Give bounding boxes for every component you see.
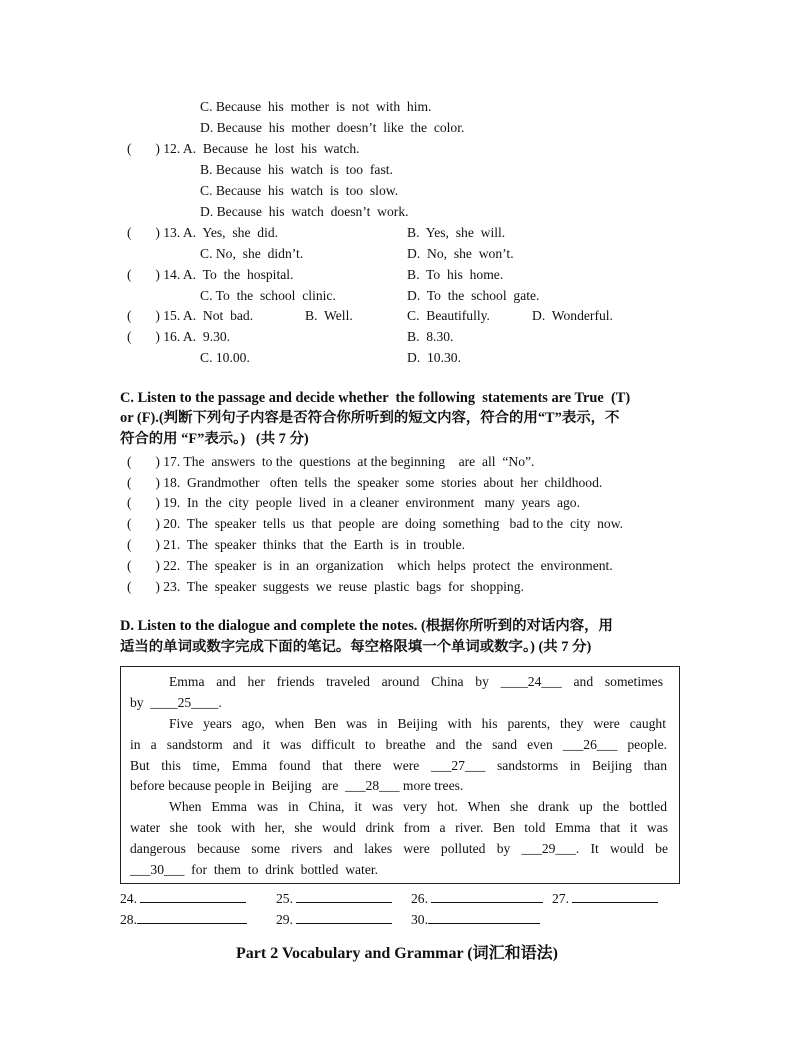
statement-20: ( ) 20. The speaker tells us that people are doing something bad to the city now. (127, 516, 624, 531)
q14-option-d: D. To the school gate. (407, 288, 540, 303)
q11-option-c: C. Because his mother is not with him. (200, 99, 432, 114)
q12-option-d: D. Because his watch doesn’t work. (200, 204, 409, 219)
partC-heading-line1: C. Listen to the passage and decide whether the following statements are True (T) (120, 390, 631, 406)
q14-option-b: B. To his home. (407, 267, 504, 282)
notes-line-5: But this time, Emma found that there were ___27___ sandstorms in Beijing than (130, 758, 667, 773)
statement-22: ( ) 22. The speaker is in an organization which helps protect the environment. (127, 558, 613, 573)
q14-option-a: ( ) 14. A. To the hospital. (127, 267, 294, 282)
answer-30[interactable] (411, 910, 540, 928)
notes-line-3: Five years ago, when Ben was in Beijing with his parents, they were caught (169, 716, 666, 731)
answer-blank[interactable] (140, 889, 246, 903)
statement-23: ( ) 23. The speaker suggests we reuse plastic bags for shopping. (127, 579, 524, 594)
statement-21: ( ) 21. The speaker thinks that the Earth is in trouble. (127, 537, 466, 552)
answer-27[interactable] (552, 889, 658, 907)
statement-18: ( ) 18. Grandmother often tells the speaker some stories about her childhood. (127, 475, 603, 490)
notes-line-2: by ____25____. (130, 695, 222, 710)
q16-option-d: D. 10.30. (407, 350, 461, 365)
partC-heading-line3: 符合的用 “F”表示。) (共 7 分) (120, 431, 309, 447)
answer-label: 27. (552, 891, 569, 906)
q16-option-b: B. 8.30. (407, 329, 454, 344)
q13-option-c: C. No, she didn’t. (200, 246, 304, 261)
answer-blank[interactable] (431, 889, 543, 903)
answer-blank[interactable] (137, 910, 247, 924)
q13-option-a: ( ) 13. A. Yes, she did. (127, 225, 279, 240)
q15-option-b: B. Well. (305, 308, 353, 323)
answer-label: 30. (411, 912, 428, 927)
answer-label: 24. (120, 891, 137, 906)
notes-line-4: in a sandstorm and it was difficult to breathe and the sand even ___26___ people. (130, 737, 667, 752)
q16-option-c: C. 10.00. (200, 350, 250, 365)
q15-option-a: ( ) 15. A. Not bad. (127, 308, 254, 323)
answer-25[interactable] (276, 889, 392, 907)
answer-28[interactable] (120, 910, 247, 928)
q15-option-d: D. Wonderful. (532, 308, 613, 323)
answer-blank[interactable] (428, 910, 540, 924)
notes-line-1: Emma and her friends traveled around China by ____24___ and sometimes (169, 674, 663, 689)
statement-17: ( ) 17. The answers to the questions at the beginning are all “No”. (127, 454, 535, 469)
partD-heading-line2: 适当的单词或数字完成下面的笔记。每空格限填一个单词或数字。) (共 7 分) (120, 639, 592, 655)
answer-26[interactable] (411, 889, 543, 907)
answer-label: 29. (276, 912, 293, 927)
q12-option-c: C. Because his watch is too slow. (200, 183, 399, 198)
q14-option-c: C. To the school clinic. (200, 288, 336, 303)
answer-blank[interactable] (296, 889, 392, 903)
notes-line-9: dangerous because some rivers and lakes were polluted by ___29___. It would be (130, 841, 668, 856)
partD-heading-line1: D. Listen to the dialogue and complete the notes. (根据你所听到的对话内容，用 (120, 618, 613, 634)
notes-line-8: water she took with her, she would drink from a river. Ben told Emma that it was (130, 820, 668, 835)
q11-option-d: D. Because his mother doesn’t like the color. (200, 120, 465, 135)
q13-option-b: B. Yes, she will. (407, 225, 506, 240)
answer-blank[interactable] (296, 910, 392, 924)
notes-line-6: before because people in Beijing are ___28___ more trees. (130, 778, 464, 793)
q15-option-c: C. Beautifully. (407, 308, 490, 323)
notes-line-7: When Emma was in China, it was very hot. When she drank up the bottled (169, 799, 667, 814)
q16-option-a: ( ) 16. A. 9.30. (127, 329, 231, 344)
answer-29[interactable] (276, 910, 392, 928)
answer-24[interactable] (120, 889, 246, 907)
q13-option-d: D. No, she won’t. (407, 246, 514, 261)
q12-option-a: ( ) 12. A. Because he lost his watch. (127, 141, 360, 156)
answer-blank[interactable] (572, 889, 658, 903)
statement-19: ( ) 19. In the city people lived in a cleaner environment many years ago. (127, 495, 580, 510)
answer-label: 28. (120, 912, 137, 927)
partC-heading-line2: or (F).(判断下列句子内容是否符合你所听到的短文内容，符合的用“T”表示，不 (120, 410, 620, 426)
notes-line-10: ___30___ for them to drink bottled water. (130, 862, 379, 877)
part2-title: Part 2 Vocabulary and Grammar (词汇和语法) (236, 945, 558, 962)
q12-option-b: B. Because his watch is too fast. (200, 162, 393, 177)
answer-label: 25. (276, 891, 293, 906)
answer-label: 26. (411, 891, 428, 906)
